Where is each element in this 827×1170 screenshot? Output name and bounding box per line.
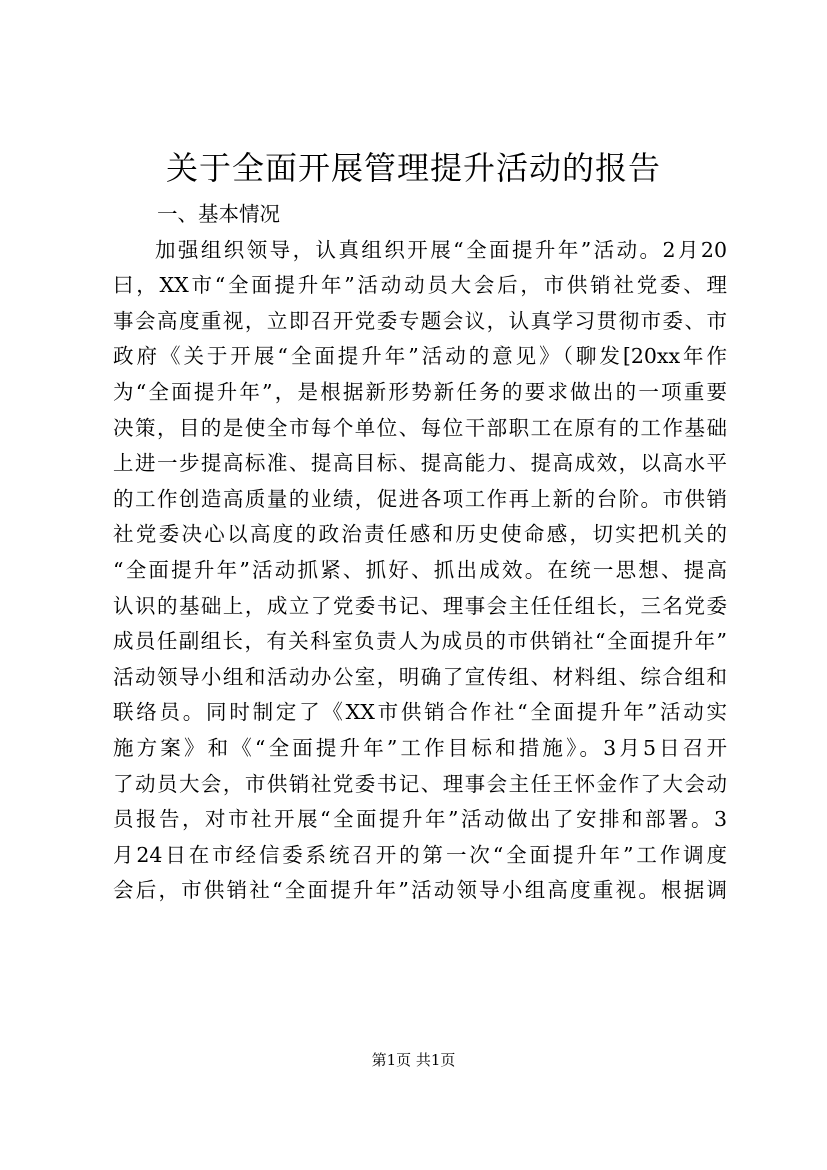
paragraph-line: 加强组织领导，认真组织开展“全面提升年”活动。2月20	[155, 237, 727, 262]
paragraph-line: 为“全面提升年”，是根据新形势新任务的要求做出的一项重要	[113, 379, 727, 404]
paragraph-line: 决策，目的是使全市每个单位、每位干部职工在原有的工作基础	[113, 415, 727, 440]
paragraph-line: 月24日在市经信委系统召开的第一次“全面提升年”工作调度	[113, 842, 727, 867]
paragraph-line: 了动员大会，市供销社党委书记、理事会主任王怀金作了大会动	[113, 771, 727, 796]
paragraph-line: 的工作创造高质量的业绩，促进各项工作再上新的台阶。市供销	[113, 486, 727, 511]
paragraph-line: 社党委决心以高度的政治责任感和历史使命感，切实把机关的	[113, 522, 727, 547]
paragraph-line: 会后，市供销社“全面提升年”活动领导小组高度重视。根据调	[113, 878, 727, 903]
paragraph-line: 成员任副组长，有关科室负责人为成员的市供销社“全面提升年”	[113, 629, 727, 654]
paragraph-line: 上进一步提高标准、提高目标、提高能力、提高成效，以高水平	[113, 451, 727, 476]
paragraph-line: 政府《关于开展“全面提升年”活动的意见》（聊发[20xx年作	[113, 344, 727, 369]
paragraph-line: “全面提升年”活动抓紧、抓好、抓出成效。在统一思想、提高	[113, 557, 727, 582]
document-body	[113, 197, 727, 909]
paragraph-line: 施方案》和《“全面提升年”工作目标和措施》。3月5日召开	[113, 735, 727, 760]
paragraph-line: 认识的基础上，成立了党委书记、理事会主任任组长，三名党委	[113, 593, 727, 618]
page-footer: 第1页 共1页	[371, 1051, 456, 1069]
paragraph-line: 联络员。同时制定了《XX市供销合作社“全面提升年”活动实	[113, 700, 727, 725]
paragraph-line: 员报告，对市社开展“全面提升年”活动做出了安排和部署。3	[113, 807, 727, 832]
section-heading: 一、基本情况	[157, 202, 280, 226]
paragraph-line: 事会高度重视，立即召开党委专题会议，认真学习贯彻市委、市	[113, 308, 727, 333]
paragraph-line: 曰，XX市“全面提升年”活动动员大会后，市供销社党委、理	[113, 273, 727, 298]
document-title: 关于全面开展管理提升活动的报告	[165, 149, 661, 187]
paragraph-line: 活动领导小组和活动办公室，明确了宣传组、材料组、综合组和	[113, 664, 727, 689]
